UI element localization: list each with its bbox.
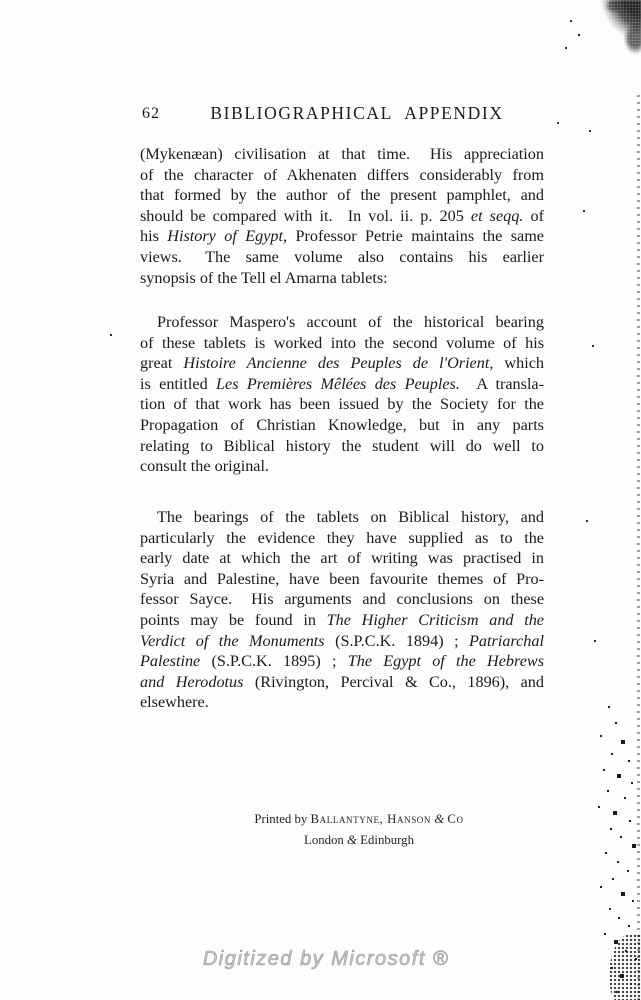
text-segment: Propagation of Christian Knowledge, but in any parts [140, 415, 544, 434]
text-line [140, 206, 544, 227]
text-segment: Les Premières Mêlées des Peuples. [216, 374, 460, 393]
paragraph-2 [140, 312, 544, 477]
text-segment: Histoire Ancienne des Peuples de l'Orient, [183, 354, 494, 373]
paragraph-1 [140, 144, 544, 288]
text-line [140, 456, 544, 477]
scan-noise-right-edge [637, 95, 640, 1000]
text-line [140, 507, 544, 528]
imprint-line-1 [157, 809, 561, 830]
text-segment: is entitled [140, 374, 217, 393]
text-segment: & [434, 812, 445, 826]
text-line [140, 374, 544, 395]
text-line [140, 589, 544, 610]
text-segment: of [523, 206, 544, 225]
text-segment: Verdict of the Monuments [140, 631, 325, 650]
text-segment: Ballantyne, Hanson [310, 812, 431, 826]
text-segment: and Herodotus [140, 672, 244, 691]
text-line [140, 436, 544, 457]
text-line [140, 651, 544, 672]
scan-noise-blob-top-right [571, 0, 641, 100]
text-line [140, 247, 544, 268]
text-segment: consult the original. [140, 457, 270, 476]
text-segment: that formed by the author of the present pamphlet, and [140, 186, 544, 205]
text-segment: (Mykenæan) civilisation at that time. His appreciation [140, 145, 544, 163]
text-segment: Edinburgh [356, 832, 414, 847]
text-segment: Professor Maspero's account of the historical bearing [157, 313, 544, 331]
text-segment: (S.P.C.K. 1895) ; [200, 652, 348, 671]
text-segment: et seqq. [470, 206, 524, 225]
text-segment: Syria and Palestine, have been favourite themes of Pro- [140, 569, 544, 588]
scan-noise-speckles [0, 0, 2, 2]
text-segment: early date at which the art of writing was practised in [140, 549, 544, 568]
text-line [140, 610, 544, 631]
text-line [140, 333, 544, 354]
text-segment: relating to Biblical history the student will do well to [140, 436, 544, 455]
text-segment: & [347, 832, 357, 847]
paragraph-3 [140, 507, 544, 713]
text-segment: London [304, 832, 348, 847]
text-line [140, 528, 544, 549]
text-line [140, 394, 544, 415]
text-segment: elsewhere. [140, 693, 209, 712]
page-header [140, 103, 544, 127]
text-segment: The Higher Criticism and the [326, 610, 544, 629]
imprint-line-2 [157, 830, 561, 851]
digitized-by-microsoft-watermark: Digitized by Microsoft ® [202, 948, 450, 970]
running-title: BIBLIOGRAPHICAL APPENDIX [210, 103, 504, 123]
text-segment: fessor Sayce. His arguments and conclusions on these [140, 590, 544, 609]
text-segment: The bearings of the tablets on Biblical history, and [157, 508, 544, 526]
text-line [140, 144, 544, 165]
text-line [140, 226, 544, 247]
text-line [140, 569, 544, 590]
scan-noise-blob-bottom-right [609, 934, 641, 1000]
text-line [140, 672, 544, 693]
page-number: 62 [142, 105, 160, 122]
text-segment: which [493, 354, 544, 373]
printer-imprint [157, 809, 561, 850]
text-segment: The Egypt of the Hebrews [347, 652, 544, 671]
text-segment: of these tablets is worked into the second volume of his [140, 333, 544, 352]
text-segment: Palestine [140, 652, 201, 671]
text-segment: A transla- [459, 374, 545, 393]
text-line [140, 185, 544, 206]
text-segment: (S.P.C.K. 1894) ; [324, 631, 470, 650]
text-segment: synopsis of the Tell el Amarna tablets: [140, 268, 388, 287]
text-segment: particularly the evidence they have supplied as to the [140, 528, 544, 547]
text-line [140, 312, 544, 333]
text-line [140, 353, 544, 374]
text-line [140, 631, 544, 652]
text-segment: tion of that work has been issued by the Society for the [140, 395, 544, 414]
text-segment: of the character of Akhenaten differs considerably from [140, 165, 544, 184]
text-line [140, 268, 544, 289]
text-segment: Co [447, 812, 464, 826]
text-segment: History of Egypt, [167, 227, 288, 246]
text-line [140, 548, 544, 569]
text-segment: Professor Petrie maintains the same [287, 227, 544, 246]
text-segment: great [140, 354, 184, 373]
text-segment: Patriarchal [469, 631, 544, 650]
text-segment: Printed by [254, 812, 311, 826]
text-line [140, 415, 544, 436]
text-segment: should be compared with it. In vol. ii. p. 205 [140, 206, 471, 225]
text-line [140, 165, 544, 186]
text-segment: (Rivington, Percival & Co., 1896), and [243, 672, 544, 691]
text-line [140, 692, 544, 713]
text-segment: points may be found in [140, 610, 327, 629]
text-segment: views. The same volume also contains his earlier [140, 247, 544, 266]
text-segment: his [140, 227, 168, 246]
